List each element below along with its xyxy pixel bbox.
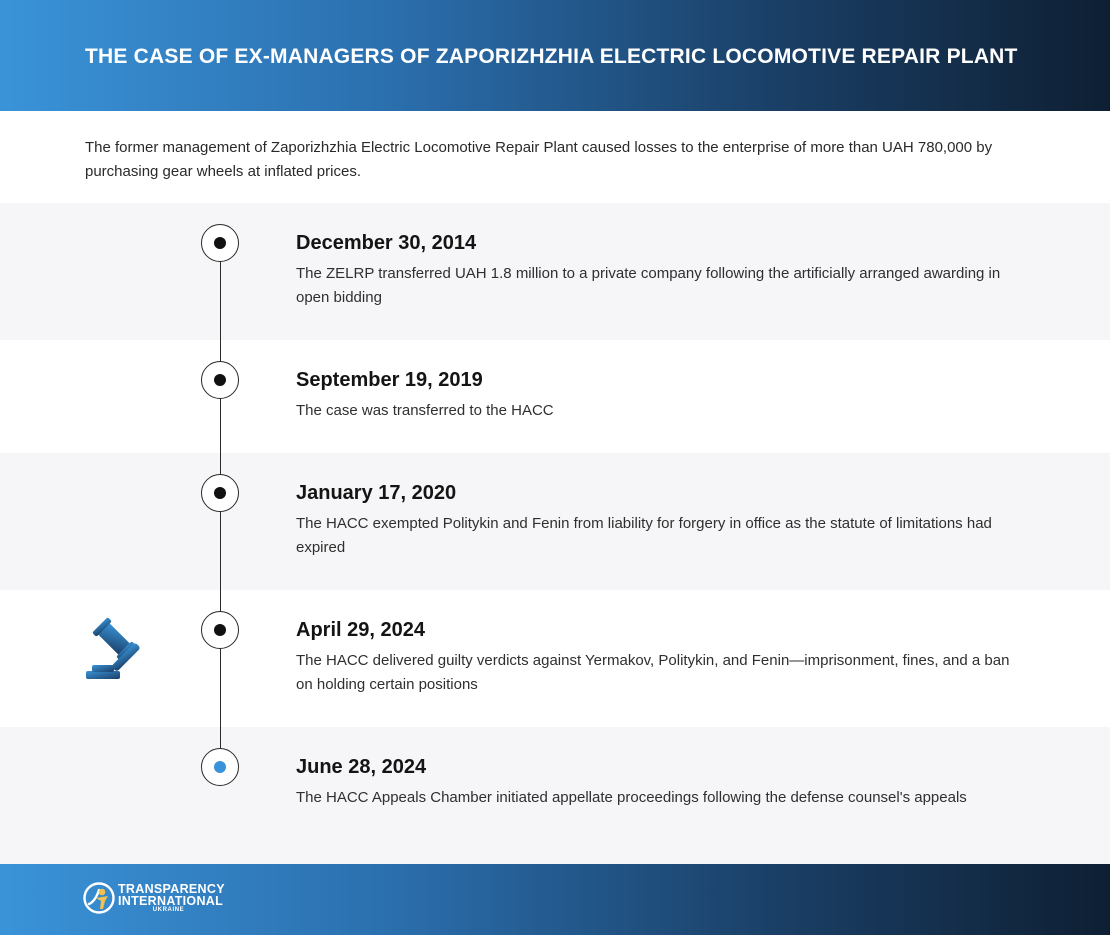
- timeline: [0, 203, 1110, 864]
- marker-dot: [214, 487, 226, 499]
- transparency-international-logo[interactable]: [83, 881, 243, 917]
- timeline-marker: [201, 361, 239, 399]
- event-date: December 30, 2014: [296, 232, 477, 254]
- marker-dot: [214, 624, 226, 636]
- timeline-marker: [201, 474, 239, 512]
- header-banner: [0, 0, 1110, 111]
- timeline-marker: [201, 748, 239, 786]
- timeline-marker: [201, 224, 239, 262]
- logo-text-transparency: TRANSPARENCY: [118, 882, 225, 896]
- footer-banner: [0, 864, 1110, 935]
- event-description: The ZELRP transferred UAH 1.8 million to a private company following the artificially arranged awarding in open bidding: [296, 265, 1001, 306]
- gavel-icon: [84, 617, 148, 681]
- event-description: The HACC exempted Politykin and Fenin from liability for forgery in office as the statute of limitations had expired: [296, 515, 992, 556]
- event-date: September 19, 2019: [296, 369, 483, 391]
- timeline-marker: [201, 611, 239, 649]
- transparency-international-logo-icon: [83, 882, 115, 914]
- timeline-row-2: [0, 340, 1110, 453]
- event-date: June 28, 2024: [296, 756, 427, 778]
- marker-dot: [214, 374, 226, 386]
- event-date: April 29, 2024: [296, 619, 425, 641]
- logo-text-international: INTERNATIONAL: [118, 894, 224, 908]
- marker-dot: [214, 237, 226, 249]
- event-description: The case was transferred to the HACC: [296, 402, 554, 419]
- event-date: January 17, 2020: [296, 482, 457, 504]
- event-description: The HACC delivered guilty verdicts against Yermakov, Politykin, and Fenin—imprisonment, fines, and a ban on holding certain positions: [296, 652, 1010, 693]
- marker-dot: [214, 761, 226, 773]
- event-description: The HACC Appeals Chamber initiated appellate proceedings following the defense counsel's appeals: [296, 789, 967, 806]
- logo-text-ukraine: UKRAINE: [152, 907, 185, 913]
- page-title: THE CASE OF EX-MANAGERS OF ZAPORIZHZHIA ELECTRIC LOCOMOTIVE REPAIR PLANT: [85, 45, 1018, 68]
- intro-text: The former management of Zaporizhzhia Electric Locomotive Repair Plant caused losses to the enterprise of more than UAH 780,000 by purchasing gear wheels at inflated prices.: [85, 139, 993, 180]
